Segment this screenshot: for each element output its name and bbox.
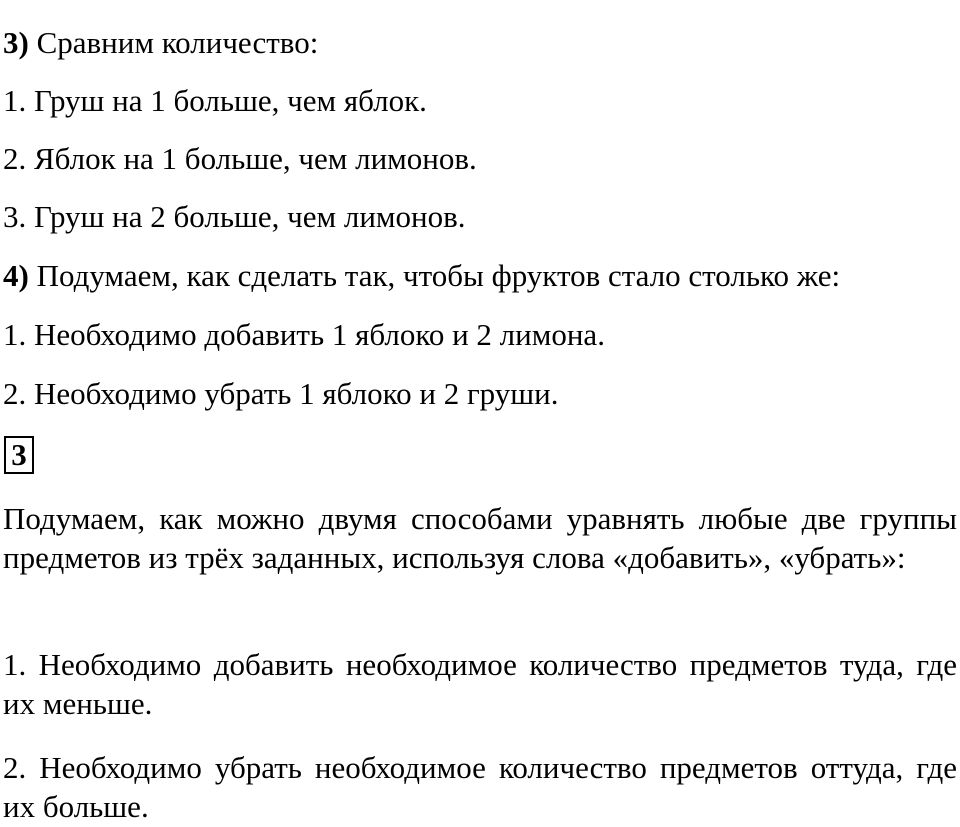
task-3-item-1: 1. Необходимо добавить необходимое количество предметов туда, где их меньше. bbox=[3, 647, 957, 721]
task-3-number-box: 3 bbox=[4, 436, 34, 474]
section-3-item-1: 1. Груш на 1 больше, чем яблок. bbox=[3, 83, 427, 118]
section-4-number: 4) bbox=[3, 258, 29, 293]
section-3-number: 3) bbox=[3, 25, 29, 60]
section-4-title: Подумаем, как сделать так, чтобы фруктов стало столько же: bbox=[36, 258, 841, 293]
task-3-intro: Подумаем, как можно двумя способами уравнять любые две группы предметов из трёх заданных, используя слова «добавить», «убрать»: bbox=[3, 501, 957, 575]
task-3-item-2: 2. Необходимо убрать необходимое количество предметов оттуда, где их больше. bbox=[3, 750, 957, 824]
section-3-title: Сравним количество: bbox=[36, 25, 319, 60]
section-3-heading bbox=[3, 26, 318, 60]
section-4-item-2: 2. Необходимо убрать 1 яблоко и 2 груши. bbox=[3, 376, 559, 411]
section-3-item-3: 3. Груш на 2 больше, чем лимонов. bbox=[3, 199, 466, 234]
section-4-item-1: 1. Необходимо добавить 1 яблоко и 2 лимона. bbox=[3, 317, 605, 352]
section-4-heading bbox=[3, 259, 840, 293]
section-3-item-2: 2. Яблок на 1 больше, чем лимонов. bbox=[3, 141, 477, 176]
